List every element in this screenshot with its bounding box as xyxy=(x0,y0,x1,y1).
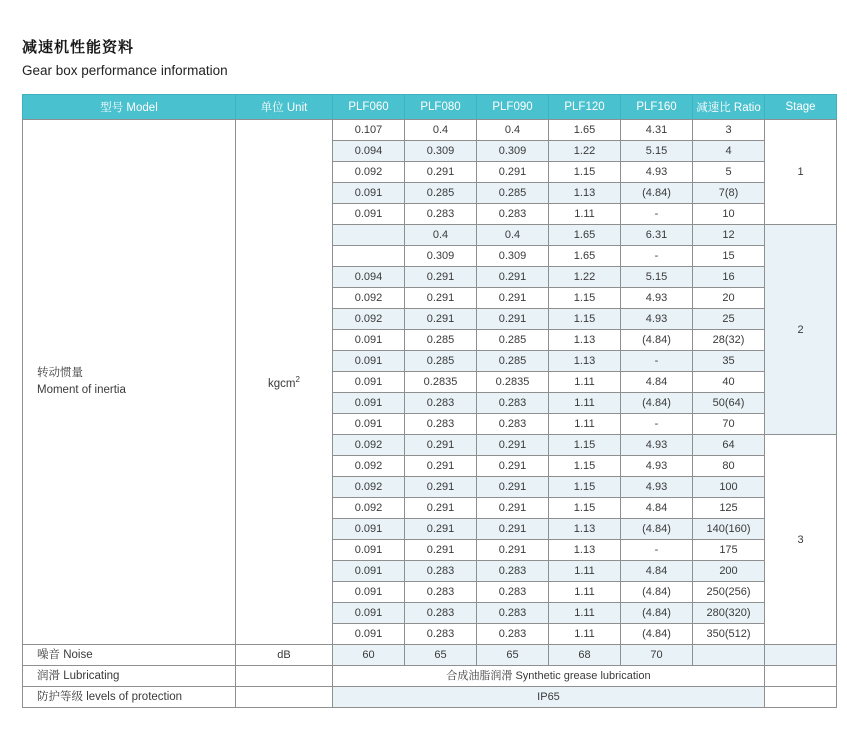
inertia-value-cell: 0.283 xyxy=(477,603,549,624)
unit-base: kgcm xyxy=(268,377,296,390)
inertia-value-cell: (4.84) xyxy=(621,624,693,645)
inertia-value-cell: 0.092 xyxy=(333,435,405,456)
unit-kgcm2-cell xyxy=(236,120,333,645)
protection-value-cell: IP65 xyxy=(333,687,765,708)
protection-label: 防护等级 levels of protection xyxy=(23,687,236,708)
inertia-value-cell: 0.291 xyxy=(405,540,477,561)
inertia-rows xyxy=(23,120,837,645)
inertia-value-cell: 0.283 xyxy=(405,393,477,414)
inertia-value-cell: 0.2835 xyxy=(405,372,477,393)
inertia-value-cell: 0.291 xyxy=(405,267,477,288)
inertia-value-cell: 0.094 xyxy=(333,141,405,162)
inertia-value-cell: 1.11 xyxy=(549,393,621,414)
ratio-cell: 28(32) xyxy=(693,330,765,351)
inertia-value-cell: 4.93 xyxy=(621,435,693,456)
inertia-value-cell: 0.285 xyxy=(405,351,477,372)
inertia-value-cell: (4.84) xyxy=(621,183,693,204)
inertia-value-cell: 0.283 xyxy=(405,204,477,225)
gearbox-performance-table xyxy=(22,94,837,708)
inertia-value-cell: 1.15 xyxy=(549,288,621,309)
ratio-cell: 200 xyxy=(693,561,765,582)
inertia-value-cell: 0.091 xyxy=(333,624,405,645)
inertia-value-cell: 0.283 xyxy=(405,624,477,645)
inertia-value-cell: (4.84) xyxy=(621,393,693,414)
inertia-value-cell: 1.15 xyxy=(549,162,621,183)
inertia-value-cell: 0.4 xyxy=(405,225,477,246)
protection-row xyxy=(23,687,837,708)
inertia-value-cell: 0.309 xyxy=(405,141,477,162)
inertia-value-cell: - xyxy=(621,246,693,267)
ratio-cell: 140(160) xyxy=(693,519,765,540)
inertia-value-cell: 0.285 xyxy=(405,183,477,204)
inertia-value-cell: 1.11 xyxy=(549,561,621,582)
inertia-value-cell: 0.291 xyxy=(477,519,549,540)
inertia-value-cell: 0.092 xyxy=(333,498,405,519)
col-header-stage: Stage xyxy=(765,95,837,120)
moment-label-en: Moment of inertia xyxy=(37,384,126,396)
inertia-value-cell: 0.092 xyxy=(333,456,405,477)
inertia-value-cell: 0.285 xyxy=(477,330,549,351)
inertia-value-cell: 1.11 xyxy=(549,603,621,624)
inertia-value-cell: 0.091 xyxy=(333,603,405,624)
noise-ratio-empty-cell xyxy=(693,645,765,666)
ratio-cell: 3 xyxy=(693,120,765,141)
inertia-value-cell: 0.094 xyxy=(333,267,405,288)
inertia-value-cell: 0.091 xyxy=(333,204,405,225)
inertia-value-cell: 4.93 xyxy=(621,456,693,477)
inertia-value-cell: 1.15 xyxy=(549,435,621,456)
inertia-value-cell: 0.309 xyxy=(405,246,477,267)
inertia-value-cell: 0.091 xyxy=(333,540,405,561)
ratio-cell: 64 xyxy=(693,435,765,456)
inertia-value-cell: 0.283 xyxy=(477,582,549,603)
unit-exponent: 2 xyxy=(295,375,300,385)
inertia-value-cell: 1.11 xyxy=(549,204,621,225)
col-header-plf160: PLF160 xyxy=(621,95,693,120)
inertia-value-cell: 5.15 xyxy=(621,267,693,288)
col-header-plf090: PLF090 xyxy=(477,95,549,120)
protection-stage-empty-cell xyxy=(765,687,837,708)
inertia-value-cell: 1.11 xyxy=(549,414,621,435)
noise-row xyxy=(23,645,837,666)
inertia-value-cell: 1.11 xyxy=(549,624,621,645)
ratio-cell: 350(512) xyxy=(693,624,765,645)
ratio-cell: 4 xyxy=(693,141,765,162)
inertia-value-cell: 0.091 xyxy=(333,183,405,204)
inertia-value-cell: 1.65 xyxy=(549,225,621,246)
stage-span-cell: 2 xyxy=(765,225,837,435)
noise-stage-empty-cell xyxy=(765,645,837,666)
ratio-cell: 40 xyxy=(693,372,765,393)
inertia-value-cell: - xyxy=(621,540,693,561)
inertia-value-cell: 0.291 xyxy=(477,456,549,477)
inertia-value-cell: 1.15 xyxy=(549,477,621,498)
lubricating-unit-empty-cell xyxy=(236,666,333,687)
ratio-cell: 50(64) xyxy=(693,393,765,414)
moment-label-zh: 转动惯量 xyxy=(37,367,83,379)
noise-value-cell: 65 xyxy=(405,645,477,666)
ratio-cell: 10 xyxy=(693,204,765,225)
inertia-value-cell: 4.93 xyxy=(621,477,693,498)
inertia-value-cell xyxy=(333,246,405,267)
inertia-value-cell: 0.283 xyxy=(405,561,477,582)
inertia-value-cell: 0.4 xyxy=(477,120,549,141)
inertia-value-cell: 0.092 xyxy=(333,477,405,498)
inertia-value-cell: 1.15 xyxy=(549,498,621,519)
col-header-ratio: 减速比 Ratio xyxy=(693,95,765,120)
inertia-value-cell: 0.291 xyxy=(477,267,549,288)
ratio-cell: 16 xyxy=(693,267,765,288)
inertia-value-cell: 1.13 xyxy=(549,330,621,351)
inertia-value-cell: 0.285 xyxy=(477,351,549,372)
stage-span-cell: 1 xyxy=(765,120,837,225)
noise-label: 噪音 Noise xyxy=(23,645,236,666)
inertia-value-cell: 6.31 xyxy=(621,225,693,246)
ratio-cell: 12 xyxy=(693,225,765,246)
inertia-value-cell: 0.291 xyxy=(405,519,477,540)
inertia-value-cell: 0.4 xyxy=(477,225,549,246)
col-header-unit: 单位 Unit xyxy=(236,95,333,120)
inertia-value-cell: 0.291 xyxy=(405,162,477,183)
inertia-value-cell: (4.84) xyxy=(621,603,693,624)
col-header-plf060: PLF060 xyxy=(333,95,405,120)
inertia-value-cell: 4.84 xyxy=(621,561,693,582)
inertia-value-cell: 0.283 xyxy=(405,603,477,624)
inertia-value-cell: - xyxy=(621,351,693,372)
inertia-value-cell: 0.291 xyxy=(477,309,549,330)
inertia-value-cell: 0.285 xyxy=(405,330,477,351)
inertia-value-cell: 0.2835 xyxy=(477,372,549,393)
inertia-value-cell: 0.291 xyxy=(405,309,477,330)
inertia-value-cell: 0.107 xyxy=(333,120,405,141)
inertia-value-cell: 0.283 xyxy=(405,582,477,603)
inertia-value-cell: 0.291 xyxy=(477,435,549,456)
inertia-value-cell: 0.291 xyxy=(405,498,477,519)
inertia-value-cell: 0.091 xyxy=(333,393,405,414)
col-header-plf080: PLF080 xyxy=(405,95,477,120)
inertia-value-cell xyxy=(333,225,405,246)
page-subtitle: Gear box performance information xyxy=(22,63,228,78)
stage-span-cell: 3 xyxy=(765,435,837,645)
inertia-value-cell: 0.4 xyxy=(405,120,477,141)
inertia-value-cell: 0.283 xyxy=(405,414,477,435)
inertia-value-cell: - xyxy=(621,204,693,225)
ratio-cell: 125 xyxy=(693,498,765,519)
inertia-value-cell: 1.13 xyxy=(549,183,621,204)
inertia-value-cell: 0.091 xyxy=(333,372,405,393)
moment-of-inertia-cell xyxy=(23,120,236,645)
inertia-value-cell: 1.15 xyxy=(549,309,621,330)
inertia-value-cell: 0.283 xyxy=(477,624,549,645)
data-row xyxy=(23,120,837,141)
inertia-value-cell: 1.65 xyxy=(549,246,621,267)
inertia-value-cell: - xyxy=(621,414,693,435)
inertia-value-cell: 1.13 xyxy=(549,351,621,372)
inertia-value-cell: 0.291 xyxy=(477,477,549,498)
inertia-value-cell: 1.22 xyxy=(549,141,621,162)
inertia-value-cell: 0.291 xyxy=(405,288,477,309)
inertia-value-cell: 5.15 xyxy=(621,141,693,162)
ratio-cell: 280(320) xyxy=(693,603,765,624)
lubricating-label: 润滑 Lubricating xyxy=(23,666,236,687)
page-title: 减速机性能资料 xyxy=(22,39,135,56)
inertia-value-cell: 0.285 xyxy=(477,183,549,204)
inertia-value-cell: 1.11 xyxy=(549,582,621,603)
inertia-value-cell: (4.84) xyxy=(621,519,693,540)
inertia-value-cell: 4.84 xyxy=(621,372,693,393)
inertia-value-cell: 1.22 xyxy=(549,267,621,288)
noise-value-cell: 68 xyxy=(549,645,621,666)
protection-unit-empty-cell xyxy=(236,687,333,708)
inertia-value-cell: 1.13 xyxy=(549,519,621,540)
inertia-value-cell: 0.291 xyxy=(477,498,549,519)
inertia-value-cell: 0.291 xyxy=(477,540,549,561)
inertia-value-cell: 1.65 xyxy=(549,120,621,141)
inertia-value-cell: 1.13 xyxy=(549,540,621,561)
inertia-value-cell: 0.091 xyxy=(333,582,405,603)
inertia-value-cell: 0.309 xyxy=(477,141,549,162)
inertia-value-cell: 0.091 xyxy=(333,330,405,351)
inertia-value-cell: 1.15 xyxy=(549,456,621,477)
inertia-value-cell: 0.092 xyxy=(333,162,405,183)
col-header-model: 型号 Model xyxy=(23,95,236,120)
inertia-value-cell: (4.84) xyxy=(621,582,693,603)
inertia-value-cell: 4.31 xyxy=(621,120,693,141)
inertia-value-cell: 4.93 xyxy=(621,162,693,183)
inertia-value-cell: 4.84 xyxy=(621,498,693,519)
ratio-cell: 80 xyxy=(693,456,765,477)
inertia-value-cell: (4.84) xyxy=(621,330,693,351)
ratio-cell: 175 xyxy=(693,540,765,561)
inertia-value-cell: 0.283 xyxy=(477,204,549,225)
ratio-cell: 100 xyxy=(693,477,765,498)
inertia-value-cell: 0.291 xyxy=(477,288,549,309)
inertia-value-cell: 0.309 xyxy=(477,246,549,267)
inertia-value-cell: 0.091 xyxy=(333,519,405,540)
noise-value-cell: 70 xyxy=(621,645,693,666)
noise-value-cell: 60 xyxy=(333,645,405,666)
ratio-cell: 20 xyxy=(693,288,765,309)
ratio-cell: 25 xyxy=(693,309,765,330)
ratio-cell: 5 xyxy=(693,162,765,183)
inertia-value-cell: 0.091 xyxy=(333,351,405,372)
ratio-cell: 15 xyxy=(693,246,765,267)
footer-rows xyxy=(23,645,837,708)
inertia-value-cell: 0.091 xyxy=(333,414,405,435)
inertia-value-cell: 0.092 xyxy=(333,309,405,330)
inertia-value-cell: 4.93 xyxy=(621,288,693,309)
col-header-plf120: PLF120 xyxy=(549,95,621,120)
ratio-cell: 35 xyxy=(693,351,765,372)
inertia-value-cell: 0.283 xyxy=(477,414,549,435)
inertia-value-cell: 0.092 xyxy=(333,288,405,309)
inertia-value-cell: 0.291 xyxy=(477,162,549,183)
noise-value-cell: 65 xyxy=(477,645,549,666)
inertia-value-cell: 0.291 xyxy=(405,435,477,456)
noise-unit: dB xyxy=(236,645,333,666)
lubricating-row xyxy=(23,666,837,687)
lubricating-stage-empty-cell xyxy=(765,666,837,687)
ratio-cell: 250(256) xyxy=(693,582,765,603)
inertia-value-cell: 1.11 xyxy=(549,372,621,393)
inertia-value-cell: 0.291 xyxy=(405,456,477,477)
lubricating-value-cell: 合成油脂润滑 Synthetic grease lubrication xyxy=(333,666,765,687)
inertia-value-cell: 0.283 xyxy=(477,561,549,582)
ratio-cell: 70 xyxy=(693,414,765,435)
ratio-cell: 7(8) xyxy=(693,183,765,204)
inertia-value-cell: 0.283 xyxy=(477,393,549,414)
inertia-value-cell: 4.93 xyxy=(621,309,693,330)
inertia-value-cell: 0.091 xyxy=(333,561,405,582)
inertia-value-cell: 0.291 xyxy=(405,477,477,498)
header-row xyxy=(23,95,837,120)
